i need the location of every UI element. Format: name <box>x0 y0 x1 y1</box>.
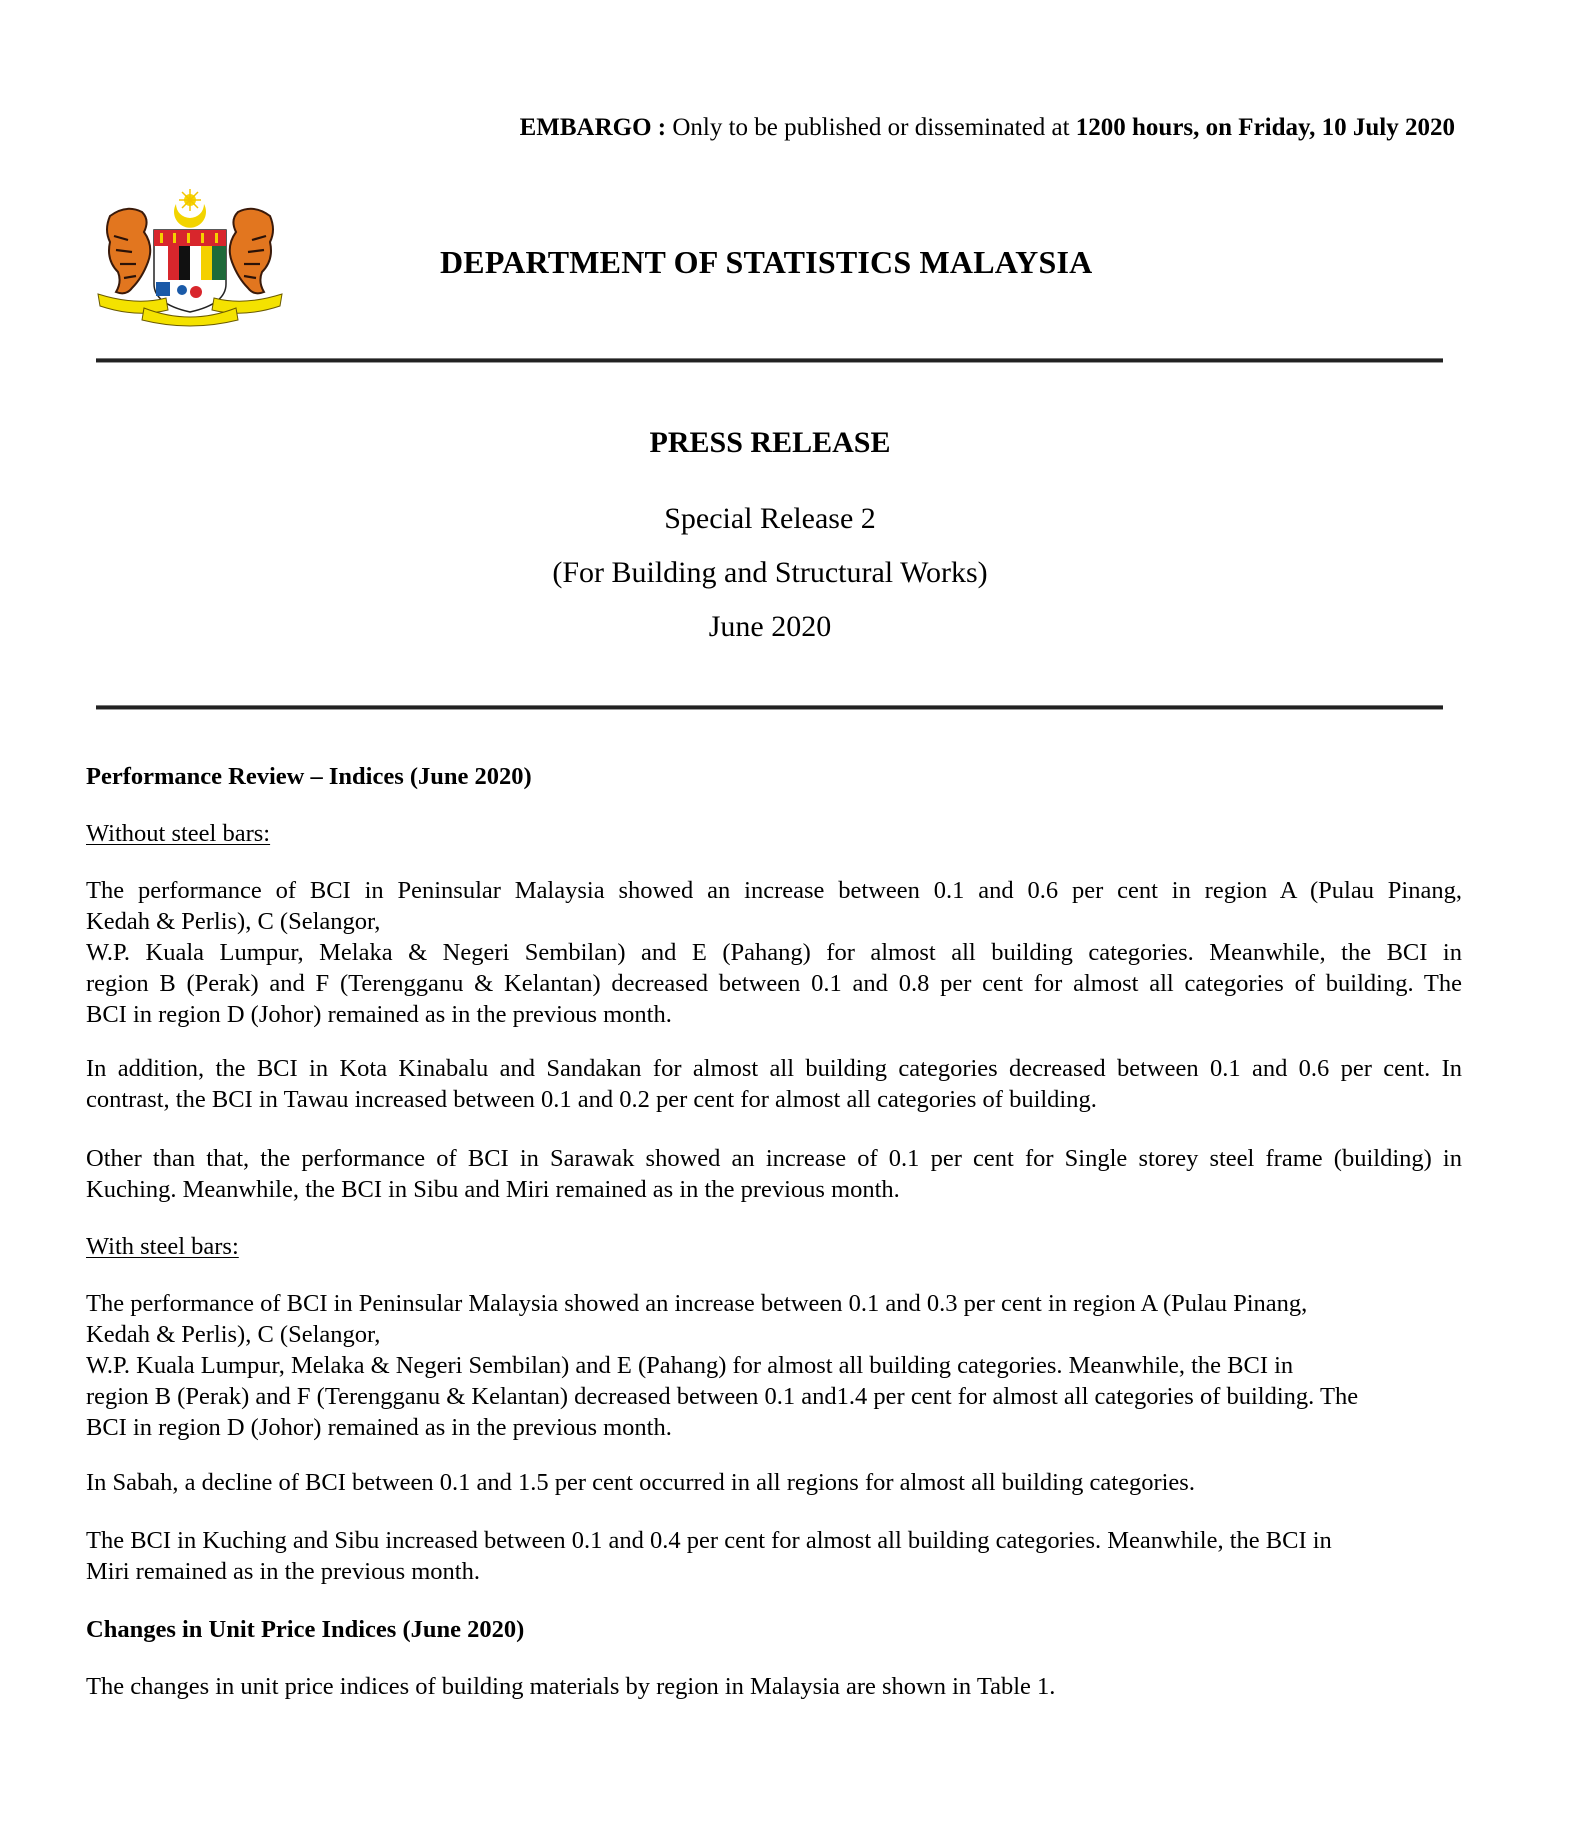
header-divider <box>96 358 1443 363</box>
paragraph-without-steel-3 <box>86 1143 1462 1205</box>
text-line: The performance of BCI in Peninsular Malaysia showed an increase between 0.1 and 0.6 per cent in region A (Pulau Pinang, <box>86 877 1462 904</box>
text-line: In addition, the BCI in Kota Kinabalu and Sandakan for almost all building categories decreased between 0.1 and 0.6 per cent. In <box>86 1055 1462 1082</box>
text-line: The BCI in Kuching and Sibu increased between 0.1 and 0.4 per cent for almost all building categories. Meanwhile, the BCI in <box>86 1527 1332 1554</box>
text-line: Kedah & Perlis), C (Selangor, <box>86 908 381 935</box>
section-heading-performance: Performance Review – Indices (June 2020) <box>86 763 532 790</box>
text-line: In Sabah, a decline of BCI between 0.1 and 1.5 per cent occurred in all regions for almost all building categories. <box>86 1469 1195 1496</box>
text-line: BCI in region D (Johor) remained as in the previous month. <box>86 1001 672 1028</box>
text-line: contrast, the BCI in Tawau increased between 0.1 and 0.2 per cent for almost all categories of building. <box>86 1086 1097 1113</box>
subheading-with-steel-bars: With steel bars: <box>86 1233 239 1260</box>
text-line: region B (Perak) and F (Terengganu & Kelantan) decreased between 0.1 and 0.8 per cent for almost all categories of building. The <box>86 970 1462 997</box>
release-subtitle: (For Building and Structural Works) <box>552 556 988 589</box>
section-heading-unit-price: Changes in Unit Price Indices (June 2020) <box>86 1616 525 1643</box>
paragraph-with-steel-1 <box>86 1288 1462 1443</box>
embargo-notice <box>520 114 1455 142</box>
text-line: Other than that, the performance of BCI in Sarawak showed an increase of 0.1 per cent for Single storey steel frame (building) in <box>86 1145 1462 1172</box>
text-line: Kedah & Perlis), C (Selangor, <box>86 1321 381 1348</box>
text-line: W.P. Kuala Lumpur, Melaka & Negeri Sembilan) and E (Pahang) for almost all building categories. Meanwhile, the BCI in <box>86 939 1462 966</box>
release-period: June 2020 <box>708 610 832 643</box>
text-line: region B (Perak) and F (Terengganu & Kelantan) decreased between 0.1 and1.4 per cent for almost all categories of building. The <box>86 1383 1359 1410</box>
text-line: W.P. Kuala Lumpur, Melaka & Negeri Sembilan) and E (Pahang) for almost all building categories. Meanwhile, the BCI in <box>86 1352 1294 1379</box>
text-line: Miri remained as in the previous month. <box>86 1558 480 1585</box>
embargo-text: Only to be published or disseminated at <box>666 114 1076 141</box>
paragraph-with-steel-3 <box>86 1525 1462 1587</box>
text-line: BCI in region D (Johor) remained as in the previous month. <box>86 1414 672 1441</box>
paragraph-unit-price <box>86 1671 1462 1702</box>
embargo-time: 1200 hours, on Friday, 10 July 2020 <box>1075 114 1455 141</box>
special-release-label: Special Release 2 <box>664 502 876 535</box>
organization-name: DEPARTMENT OF STATISTICS MALAYSIA <box>440 244 1093 280</box>
text-line: Kuching. Meanwhile, the BCI in Sibu and Miri remained as in the previous month. <box>86 1176 900 1203</box>
press-release-title: PRESS RELEASE <box>649 426 891 459</box>
paragraph-without-steel-1 <box>86 875 1462 1030</box>
text-line: The performance of BCI in Peninsular Malaysia showed an increase between 0.1 and 0.3 per cent in region A (Pulau Pinang, <box>86 1290 1308 1317</box>
coat-of-arms-icon <box>96 186 284 328</box>
title-divider <box>96 705 1443 710</box>
paragraph-without-steel-2 <box>86 1053 1462 1115</box>
paragraph-with-steel-2 <box>86 1467 1462 1498</box>
subheading-without-steel-bars: Without steel bars: <box>86 820 271 847</box>
embargo-label: EMBARGO : <box>519 114 667 141</box>
coat-of-arms-logo <box>96 186 284 328</box>
text-line: The changes in unit price indices of building materials by region in Malaysia are shown in Table 1. <box>86 1673 1056 1700</box>
